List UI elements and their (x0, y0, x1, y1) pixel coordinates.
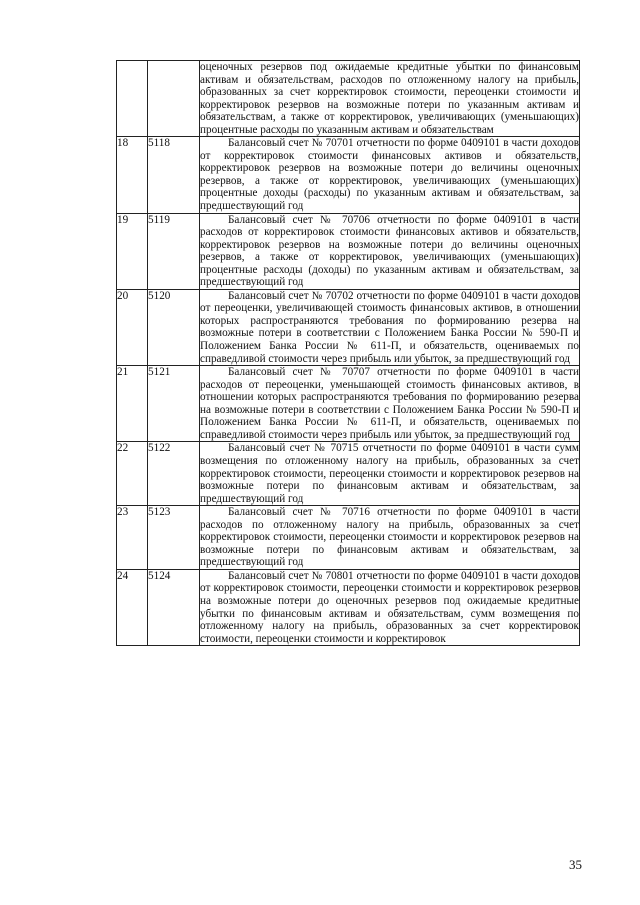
row-code (148, 61, 200, 137)
row-code: 5118 (148, 137, 200, 213)
row-description: Балансовый счет № 70706 отчетности по форме 0409101 в части расходов от корректировок стоимости финансовых активов и обязательств, корректировок резервов на возможные потери до величины оценочных резервов, а также от корректировок, увеличивающих (уменьшающих) процентные расходы (доходы) по указанным активам и обязательствам, за предшествующий год (200, 213, 579, 289)
table-row (117, 137, 580, 213)
row-description: Балансовый счет № 70702 отчетности по форме 0409101 в части доходов от переоценки, увеличивающей стоимость финансовых активов, в отношении которых распространяются требования по формированию резерва на возможные потери в соответствии с Положением Банка России № 590-П и Положением Банка России № 611-П, и обязательств, оцениваемых по справедливой стоимости через прибыль или убыток, за предшествующий год (200, 289, 579, 365)
row-code: 5123 (148, 506, 200, 570)
row-number: 20 (117, 289, 148, 365)
table-row (117, 442, 580, 506)
row-code: 5120 (148, 289, 200, 365)
row-number: 24 (117, 569, 148, 645)
row-description: Балансовый счет № 70716 отчетности по форме 0409101 в части расходов по отложенному налогу на прибыль, образованных за счет корректировок стоимости, переоценки стоимости и корректировок резервов на возможные потери по финансовым активам и обязательствам, за предшествующий год (200, 506, 579, 569)
table-row (117, 289, 580, 365)
row-description: Балансовый счет № 70715 отчетности по форме 0409101 в части сумм возмещения по отложенному налогу на прибыль, образованных за счет корректировок стоимости, переоценки стоимости и корректировок резервов на возможные потери по финансовым активам и обязательствам, за предшествующий год (200, 442, 579, 505)
row-number: 21 (117, 366, 148, 442)
codes-table (116, 60, 580, 646)
row-code: 5124 (148, 569, 200, 645)
row-code: 5119 (148, 213, 200, 289)
row-number: 22 (117, 442, 148, 506)
table-row (117, 569, 580, 645)
row-number (117, 61, 148, 137)
table-row (117, 506, 580, 570)
row-description: Балансовый счет № 70701 отчетности по форме 0409101 в части доходов от корректировок стоимости финансовых активов и обязательств, корректировок резервов на возможные потери до величины оценочных резервов, а также от корректировок, увеличивающих (уменьшающих) процентные доходы (расходы) по указанным активам и обязательствам, за предшествующий год (200, 137, 579, 213)
row-code: 5121 (148, 366, 200, 442)
page-number: 35 (569, 857, 582, 872)
row-number: 19 (117, 213, 148, 289)
row-description: оценочных резервов под ожидаемые кредитные убытки по финансовым активам и обязательствам, расходов по отложенному налогу на прибыль, образованных за счет корректировок стоимости, переоценки стоимости и корректировок резервов на возможные потери по указанным активам и обязательствам, а также от корректировок, увеличивающих (уменьшающих) процентные расходы по указанным активам и обязательствам (200, 61, 579, 136)
table-row (117, 213, 580, 289)
row-number: 23 (117, 506, 148, 570)
table-row (117, 61, 580, 137)
row-description: Балансовый счет № 70707 отчетности по форме 0409101 в части расходов от переоценки, уменьшающей стоимость финансовых активов, в отношении которых распространяются требования по формированию резерва на возможные потери в соответствии с Положением Банка России № 590-П и Положением Банка России № 611-П, и обязательств, оцениваемых по справедливой стоимости через прибыль или убыток, за предшествующий год (200, 366, 579, 441)
row-description: Балансовый счет № 70801 отчетности по форме 0409101 в части доходов от корректировок стоимости, переоценки стоимости и корректировок резервов на возможные потери до оценочных резервов под ожидаемые кредитные убытки по финансовым активам и обязательствам, сумм возмещения по отложенному налогу на прибыль, образованных за счет корректировок стоимости, переоценки стоимости и корректировок (200, 569, 579, 645)
row-code: 5122 (148, 442, 200, 506)
table-row (117, 366, 580, 442)
row-number: 18 (117, 137, 148, 213)
